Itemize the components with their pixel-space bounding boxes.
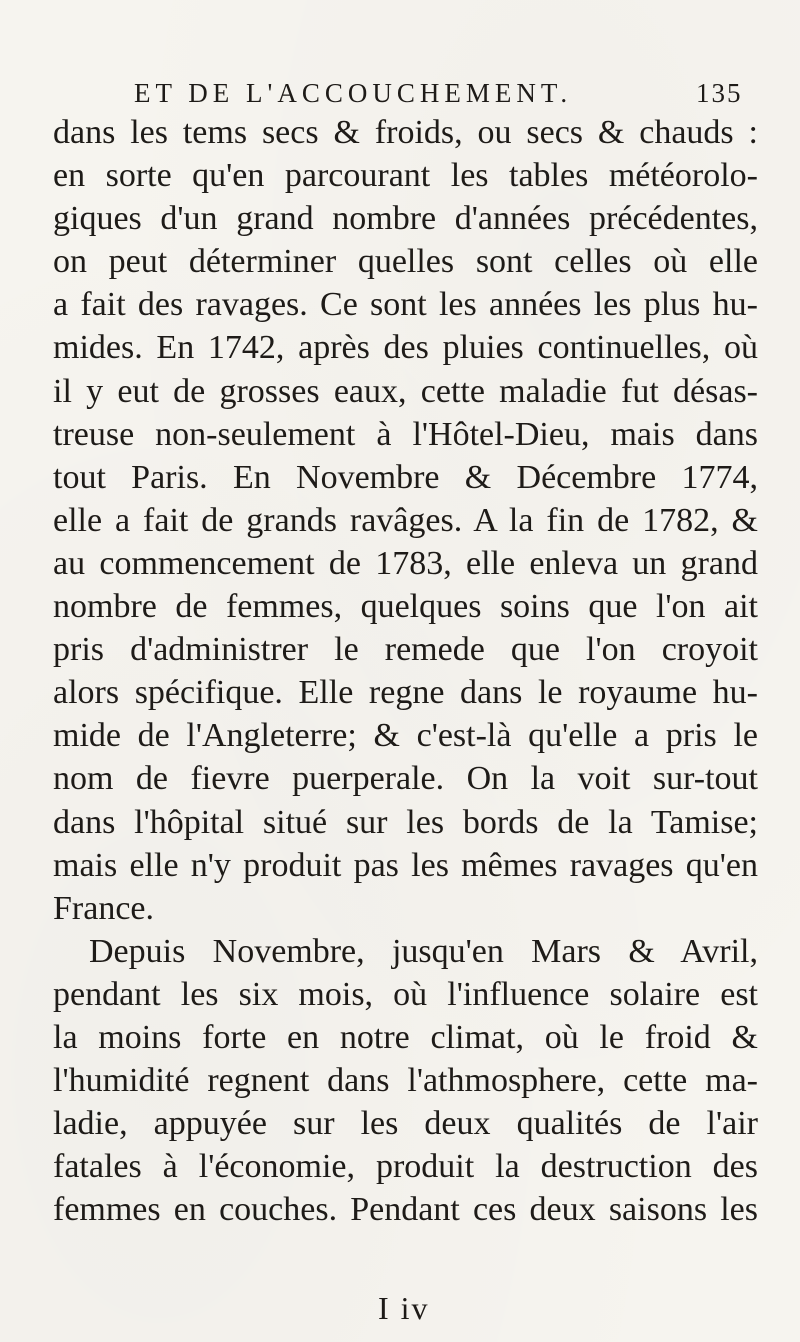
line-text: mais elle n'y produit pas les mêmes ravages qu'en [53, 846, 758, 884]
text-line [53, 111, 758, 154]
line-text: il y eut de grosses eaux, cette maladie fut désas- [53, 372, 758, 410]
line-text: on peut déterminer quelles sont celles où elle [53, 243, 758, 281]
text-line [53, 1145, 758, 1188]
text-line [53, 844, 758, 887]
text-line [53, 499, 758, 542]
text-line: France. [53, 889, 155, 927]
text-line [53, 585, 758, 628]
text-line [53, 456, 758, 499]
line-text: nom de fievre puerperale. On la voit sur-tout [53, 760, 758, 798]
line-text: dans l'hôpital situé sur les bords de la Tamise; [53, 803, 758, 841]
text-line [53, 671, 758, 714]
line-text: mide de l'Angleterre; & c'est-là qu'elle a pris le [53, 717, 758, 755]
line-text: giques d'un grand nombre d'années précédentes, [53, 200, 758, 238]
text-line [53, 370, 758, 413]
paragraph [53, 930, 758, 1232]
text-line [53, 1102, 758, 1145]
text-line [53, 757, 758, 800]
line-text: pendant les six mois, où l'influence solaire est [53, 975, 758, 1013]
running-head-title: ET DE L'ACCOUCHEMENT. [134, 78, 573, 108]
line-text: la moins forte en notre climat, où le froid & [53, 1018, 758, 1056]
text-line [53, 413, 758, 456]
line-text: en sorte qu'en parcourant les tables météorolo- [53, 157, 758, 195]
line-text: dans les tems secs & froids, ou secs & chauds : [53, 114, 758, 151]
line-text: femmes en couches. Pendant ces deux saisons les [53, 1191, 758, 1229]
line-text: mides. En 1742, après des pluies continuelles, où [53, 329, 758, 367]
line-text: fatales à l'économie, produit la destruction des [53, 1148, 758, 1186]
text-line [53, 1016, 758, 1059]
line-text: pris d'administrer le remede que l'on croyoit [53, 631, 758, 669]
paragraph [53, 111, 758, 930]
line-text: a fait des ravages. Ce sont les années les plus hu- [53, 286, 758, 324]
text-line [53, 197, 758, 240]
text-line [53, 1188, 758, 1231]
text-line [53, 1059, 758, 1102]
line-text: Depuis Novembre, jusqu'en Mars & Avril, [89, 932, 758, 970]
text-line [53, 240, 758, 283]
text-line [53, 628, 758, 671]
text-line [53, 714, 758, 757]
line-text: nombre de femmes, quelques soins que l'on ait [53, 588, 758, 626]
text-line [53, 283, 758, 326]
line-text: au commencement de 1783, elle enleva un grand [53, 544, 758, 582]
text-line [53, 930, 758, 973]
line-text: treuse non-seulement à l'Hôtel-Dieu, mais dans [53, 415, 758, 453]
body-text [53, 111, 758, 1231]
line-text: tout Paris. En Novembre & Décembre 1774, [53, 458, 758, 496]
line-text: alors spécifique. Elle regne dans le royaume hu- [53, 674, 758, 712]
text-line [53, 326, 758, 369]
text-line [53, 154, 758, 197]
line-text: ladie, appuyée sur les deux qualités de l'air [53, 1105, 758, 1143]
text-line [53, 801, 758, 844]
text-line [53, 973, 758, 1016]
page-number: 135 [696, 78, 743, 108]
line-text: l'humidité regnent dans l'athmosphere, cette ma- [53, 1062, 758, 1100]
signature-mark: I iv [378, 1290, 430, 1326]
line-text: elle a fait de grands ravâges. A la fin de 1782, & [53, 501, 758, 539]
text-line [53, 542, 758, 585]
